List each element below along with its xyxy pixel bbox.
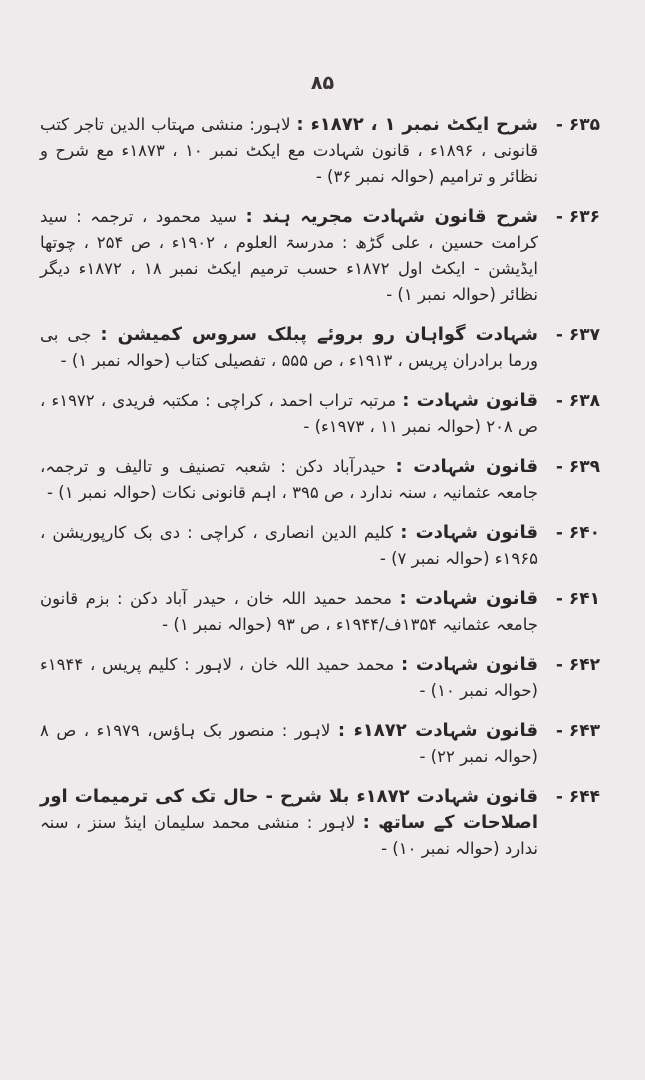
entry-number: ۶۳۹ - xyxy=(555,457,600,477)
entry-body: لاہور : منشی محمد سلیمان اینڈ سنز ، سنہ ندارد (حوالہ نمبر ۱۰) - xyxy=(40,813,538,858)
entry-body: حیدرآباد دکن : شعبہ تصنیف و تالیف و ترجمہ، جامعہ عثمانیہ ، سنہ ندارد ، ص ۳۹۵ ، اہم قانونی نکات (حوالہ نمبر ۱) - xyxy=(40,457,538,502)
entry-number: ۶۴۴ - xyxy=(555,787,600,807)
entry-number: ۶۴۱ - xyxy=(555,589,600,609)
bibliography-entry xyxy=(40,204,600,308)
entry-text xyxy=(40,322,538,374)
bibliography-entry xyxy=(40,112,600,190)
entry-text xyxy=(40,520,538,572)
entry-title: قانون شہادت ۱۸۷۲ء : xyxy=(337,720,539,741)
entry-title: قانون شہادت : xyxy=(400,522,539,543)
bibliography-entry xyxy=(40,586,600,638)
entry-title: قانون شہادت : xyxy=(400,654,538,675)
bibliography-entry xyxy=(40,520,600,572)
entry-body: کلیم الدین انصاری ، کراچی : دی بک کارپوریشن ، ۱۹۶۵ء (حوالہ نمبر ۷) - xyxy=(40,523,538,568)
entry-title: قانون شہادت : xyxy=(395,456,539,477)
bibliography-entry xyxy=(40,454,600,506)
entry-body: لاہور: منشی مہتاب الدین تاجر کتب قانونی ، ۱۸۹۶ء ، قانون شہادت مع ایکٹ نمبر ۱۰ ، ۱۸۷۳ء مع شرح و نظائر و ترامیم (حوالہ نمبر ۳۶) - xyxy=(40,115,538,186)
entry-title: شرح قانون شہادت مجریہ ہند : xyxy=(245,206,538,227)
bibliography-entry xyxy=(40,322,600,374)
entry-number: ۶۴۳ - xyxy=(555,721,600,741)
entry-number: ۶۳۸ - xyxy=(555,391,600,411)
entry-number: ۶۳۶ - xyxy=(555,207,600,227)
entry-body: جی بی ورما برادران پریس ، ۱۹۱۳ء ، ص ۵۵۵ ، تفصیلی کتاب (حوالہ نمبر ۱) - xyxy=(40,325,538,370)
entry-text xyxy=(40,586,538,638)
entry-text xyxy=(40,784,538,862)
entry-number: ۶۳۵ - xyxy=(555,115,600,135)
entry-number: ۶۴۲ - xyxy=(555,655,600,675)
bibliography-entry xyxy=(40,388,600,440)
entry-text xyxy=(40,718,538,770)
entry-text xyxy=(40,454,538,506)
entry-body: محمد حمید اللہ خان ، لاہور : کلیم پریس ، ۱۹۴۴ء (حوالہ نمبر ۱۰) - xyxy=(40,655,538,700)
entry-title: شہادت گواہان رو بروئے پبلک سروس کمیشن : xyxy=(100,324,539,345)
entry-body: مرتبہ تراب احمد ، کراچی : مکتبہ فریدی ، ۱۹۷۲ء ، ص ۲۰۸ (حوالہ نمبر ۱۱ ، ۱۹۷۳ء) - xyxy=(40,391,538,436)
entry-title: قانون شہادت : xyxy=(402,390,539,411)
page-number: ۸۵ xyxy=(310,72,335,94)
entry-number: ۶۳۷ - xyxy=(555,325,600,345)
entry-title: قانون شہادت ۱۸۷۲ء بلا شرح - حال تک کی ترمیمات اور اصلاحات کے ساتھ : xyxy=(40,786,538,833)
entry-title: قانون شہادت : xyxy=(399,588,539,609)
bibliography-entry xyxy=(40,652,600,704)
entry-number: ۶۴۰ - xyxy=(555,523,600,543)
entry-body: محمد حمید اللہ خان ، حیدر آباد دکن : بزم قانون جامعہ عثمانیہ ۱۳۵۴ف/۱۹۴۴ء ، ص ۹۳ (حوالہ نمبر ۱) - xyxy=(40,589,538,634)
bibliography-list xyxy=(40,112,600,876)
entry-text xyxy=(40,652,538,704)
bibliography-entry xyxy=(40,718,600,770)
bibliography-entry xyxy=(40,784,600,862)
entry-body: سید محمود ، ترجمہ : سید کرامت حسین ، علی گڑھ : مدرسۃ العلوم ، ۱۹۰۲ء ، ص ۲۵۴ ، چوتھا ایڈیشن - ایکٹ اول ۱۸۷۲ء حسب ترمیم ایکٹ نمبر ۱۸ ، ۱۸۷۲ء دیگر نظائر (حوالہ نمبر ۱) - xyxy=(40,207,538,304)
entry-text xyxy=(40,204,538,308)
entry-text xyxy=(40,388,538,440)
entry-title: شرح ایکٹ نمبر ۱ ، ۱۸۷۲ء : xyxy=(296,114,539,135)
entry-body: لاہور : منصور بک ہاؤس، ۱۹۷۹ء ، ص ۸ (حوالہ نمبر ۲۲) - xyxy=(40,721,538,766)
entry-text xyxy=(40,112,538,190)
